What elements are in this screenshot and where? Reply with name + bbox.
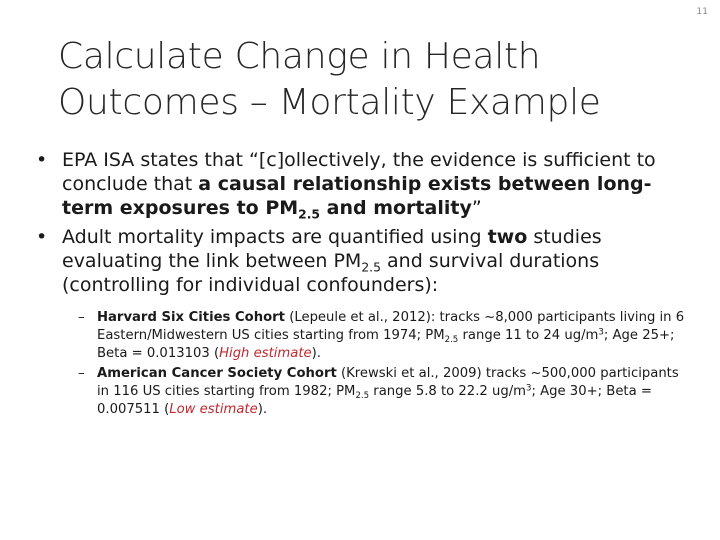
pm-subscript: 2.5	[298, 207, 321, 222]
cohort-text: ).	[311, 346, 321, 361]
bullet-bold-text: two	[487, 226, 528, 248]
slide-body	[36, 148, 686, 421]
bullet-bold-text: and mortality	[320, 197, 472, 219]
estimate-label: Low estimate	[169, 402, 258, 417]
cohort-text: (Lepeule et al., 2012): tracks ~8,000 participants living in 6 Eastern/Midwestern US cities starting from 1974; PM	[97, 310, 685, 343]
unit-superscript: 3	[598, 327, 604, 338]
slide-title	[58, 34, 678, 126]
cohort-name: American Cancer Society Cohort	[97, 366, 337, 381]
sub-bullet-marker: –	[78, 310, 85, 325]
pm-subscript: 2.5	[361, 260, 381, 275]
list-item-harvard-cohort	[36, 309, 686, 363]
bullet-adult-mortality	[36, 225, 686, 297]
estimate-label: High estimate	[219, 346, 312, 361]
title-line-2: Outcomes – Mortality Example	[58, 82, 601, 123]
pm-subscript: 2.5	[355, 391, 370, 401]
bullet-text: and survival durations (controlling for individual confounders):	[62, 250, 600, 296]
cohort-text: ; Age 25+; Beta = 0.013103 (	[97, 328, 675, 361]
list-item-acs-cohort	[36, 365, 686, 419]
slide-number: 11	[696, 7, 708, 17]
bullet-text: studies evaluating the link between PM	[62, 226, 602, 272]
cohort-text: (Krewski et al., 2009) tracks ~500,000 participants in 116 US cities starting from 1982; PM	[97, 366, 679, 399]
cohort-name: Harvard Six Cities Cohort	[97, 310, 285, 325]
bullet-text: EPA ISA states that “[c]ollectively, the evidence is sufficient to conclude that	[62, 149, 656, 195]
cohort-list	[36, 309, 686, 419]
bullet-marker: •	[36, 149, 48, 171]
bullet-bold-text: a causal relationship exists between long-term exposures to PM	[62, 173, 652, 219]
bullet-causal-relationship	[36, 148, 686, 220]
unit-superscript: 3	[526, 383, 532, 394]
bullet-text: ”	[471, 197, 482, 219]
pm-subscript: 2.5	[444, 335, 459, 345]
title-line-1: Calculate Change in Health	[58, 36, 541, 77]
cohort-text: range 11 to 24 ug/m	[458, 328, 599, 343]
cohort-text: ).	[257, 402, 268, 417]
cohort-text: ; Age 30+; Beta = 0.007511 (	[97, 384, 652, 417]
bullet-text: Adult mortality impacts are quantified using	[62, 226, 488, 248]
bullet-marker: •	[36, 226, 48, 248]
cohort-text: range 5.8 to 22.2 ug/m	[369, 384, 526, 399]
sub-bullet-marker: –	[78, 366, 85, 381]
